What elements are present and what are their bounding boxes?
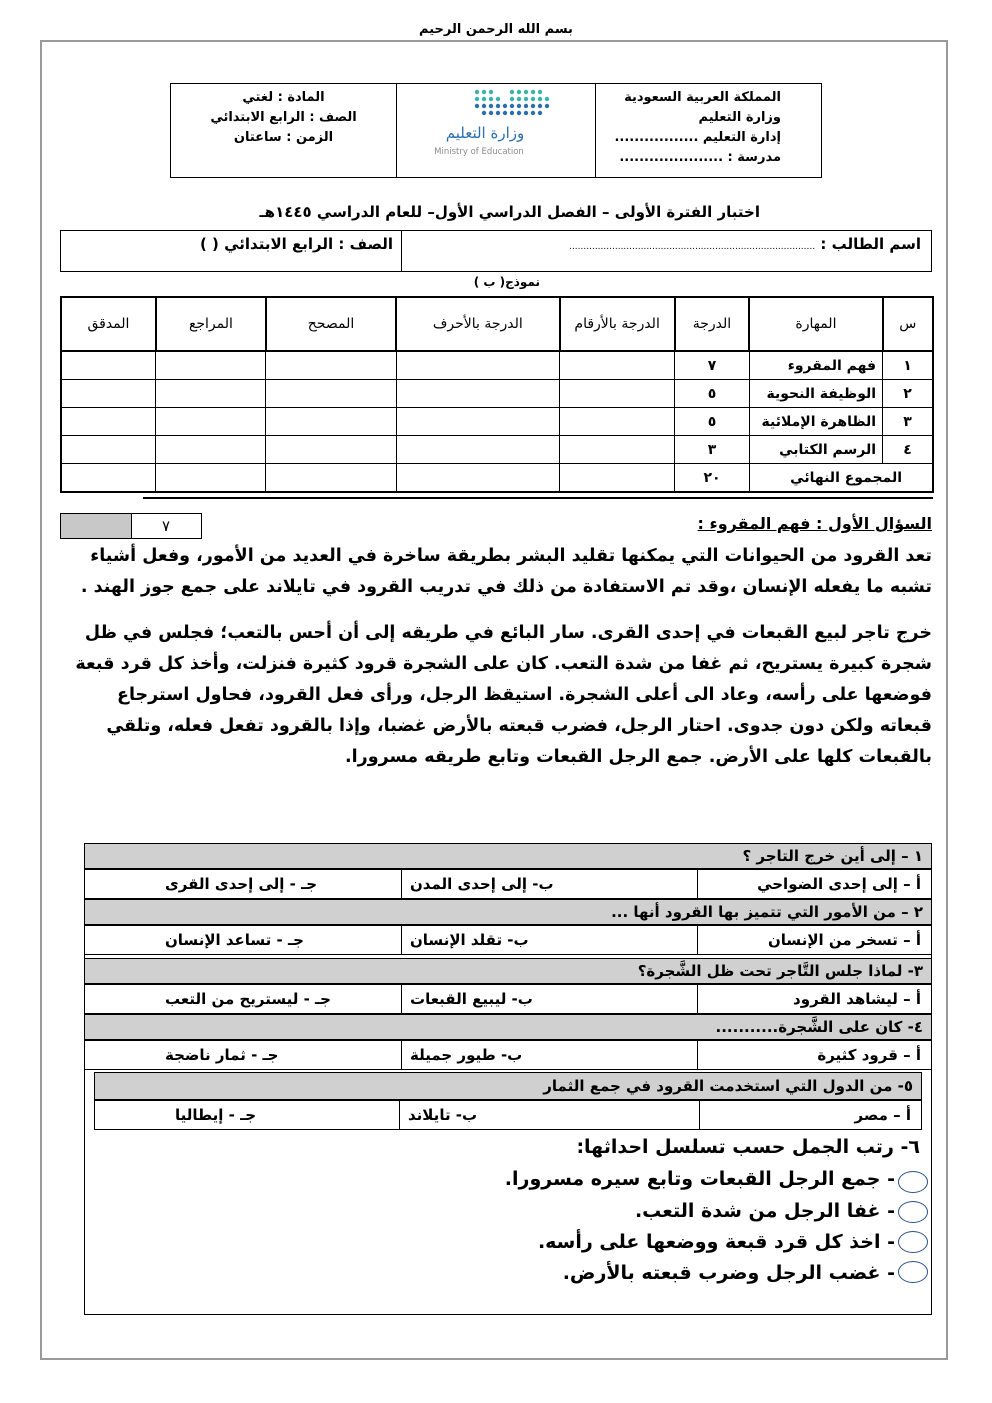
order-oval-input[interactable] bbox=[898, 1261, 928, 1283]
order-oval-input[interactable] bbox=[898, 1231, 928, 1253]
header-ministry: وزارة التعليم bbox=[698, 110, 781, 125]
total-score: ٢٠ bbox=[675, 464, 750, 493]
ministry-logo-icon bbox=[397, 84, 595, 177]
row-skill: الرسم الكتابي bbox=[749, 436, 882, 464]
score-letters-cell[interactable] bbox=[396, 408, 560, 436]
header-school: مدرسة : ..................... bbox=[619, 150, 781, 165]
reading-paragraph-1: تعد القرود من الحيوانات التي يمكنها تقليد البشر بطريقة ساخرة في العديد من الأمور، وفعل أشياء تشبه ما يفعله الإنسان ،وقد تم الاستفادة من ذلك في تدريب القرود في تايلاند على جمع جوز الهند . bbox=[80, 546, 932, 597]
score-letters-cell[interactable] bbox=[396, 436, 560, 464]
header-kingdom: المملكة العربية السعودية bbox=[624, 90, 781, 105]
grade-table bbox=[60, 296, 934, 493]
auditor-cell[interactable] bbox=[61, 351, 156, 380]
option-a[interactable]: أ – تسخر من الإنسان bbox=[697, 926, 931, 954]
reviewer-cell[interactable] bbox=[156, 408, 266, 436]
model-label: نموذج( ب ) bbox=[473, 275, 540, 289]
row-score: ٥ bbox=[675, 408, 750, 436]
row-num: ١ bbox=[883, 351, 933, 380]
table-row bbox=[61, 436, 933, 464]
reviewer-cell[interactable] bbox=[156, 436, 266, 464]
reviewer-cell[interactable] bbox=[156, 380, 266, 408]
col-header-corrector: المصحح bbox=[266, 297, 396, 351]
auditor-cell[interactable] bbox=[61, 408, 156, 436]
corrector-cell[interactable] bbox=[266, 351, 396, 380]
col-header-auditor: المدقق bbox=[61, 297, 156, 351]
question-5: ٥- من الدول التي استخدمت القرود في جمع الثمار bbox=[94, 1072, 922, 1100]
answers-2 bbox=[84, 925, 932, 955]
student-name-cell bbox=[401, 231, 931, 271]
col-header-score: الدرجة bbox=[675, 297, 750, 351]
separator-line bbox=[143, 497, 933, 499]
q1-score-earned[interactable] bbox=[61, 514, 132, 538]
auditor-cell[interactable] bbox=[61, 464, 156, 493]
total-label: المجموع النهائي bbox=[749, 464, 933, 493]
student-class-cell bbox=[61, 231, 403, 271]
corrector-cell[interactable] bbox=[266, 464, 396, 493]
header-left bbox=[171, 84, 397, 177]
option-c[interactable]: جـ - ليستريح من التعب bbox=[165, 990, 331, 1008]
option-b[interactable]: ب- طيور جميلة bbox=[401, 1041, 697, 1069]
col-header-score-digits: الدرجة بالأرقام bbox=[560, 297, 675, 351]
option-a[interactable]: أ – ليشاهد القرود bbox=[697, 985, 931, 1013]
student-class-label: الصف : الرابع الابتدائي ( ) bbox=[199, 235, 393, 253]
option-b[interactable]: ب- إلى إحدى المدن bbox=[401, 870, 697, 898]
reviewer-cell[interactable] bbox=[156, 351, 266, 380]
student-name-field[interactable]: ...................................................................................... bbox=[569, 242, 816, 252]
grade-table-header bbox=[61, 297, 933, 351]
auditor-cell[interactable] bbox=[61, 436, 156, 464]
row-score: ٣ bbox=[675, 436, 750, 464]
table-row bbox=[61, 408, 933, 436]
auditor-cell[interactable] bbox=[61, 380, 156, 408]
reviewer-cell[interactable] bbox=[156, 464, 266, 493]
sequence-item: - غضب الرجل وضرب قبعته بالأرض. bbox=[562, 1262, 895, 1284]
corrector-cell[interactable] bbox=[266, 408, 396, 436]
option-c[interactable]: جـ - إلى إحدى القرى bbox=[165, 875, 318, 893]
row-skill: فهم المقروء bbox=[749, 351, 882, 380]
row-num: ٤ bbox=[883, 436, 933, 464]
q1-score-box bbox=[60, 513, 202, 539]
corrector-cell[interactable] bbox=[266, 380, 396, 408]
basmala: بسم الله الرحمن الرحيم bbox=[419, 22, 573, 37]
row-score: ٥ bbox=[675, 380, 750, 408]
score-digits-cell[interactable] bbox=[560, 408, 675, 436]
total-row bbox=[61, 464, 933, 493]
logo-text-en: Ministry of Education bbox=[434, 147, 524, 157]
row-skill: الظاهرة الإملائية bbox=[749, 408, 882, 436]
score-digits-cell[interactable] bbox=[560, 380, 675, 408]
header-grade: الصف : الرابع الابتدائي bbox=[210, 110, 357, 125]
option-a[interactable]: أ – إلى إحدى الضواحي bbox=[697, 870, 931, 898]
question-4: ٤- كان على الشَّجرة........... bbox=[84, 1014, 932, 1040]
sequence-item: - غفا الرجل من شدة التعب. bbox=[634, 1200, 895, 1222]
option-a[interactable]: أ – مصر bbox=[699, 1101, 921, 1129]
q1-score-max: ٧ bbox=[161, 517, 171, 535]
option-b[interactable]: ب- تقلد الإنسان bbox=[401, 926, 697, 954]
answers-5 bbox=[94, 1100, 922, 1130]
option-b[interactable]: ب- تايلاند bbox=[399, 1101, 699, 1129]
score-digits-cell[interactable] bbox=[560, 436, 675, 464]
score-letters-cell[interactable] bbox=[396, 464, 560, 493]
answers-4 bbox=[84, 1040, 932, 1070]
row-num: ٢ bbox=[883, 380, 933, 408]
row-score: ٧ bbox=[675, 351, 750, 380]
header-box bbox=[170, 83, 822, 178]
answers-3 bbox=[84, 984, 932, 1014]
option-a[interactable]: أ – قرود كثيرة bbox=[697, 1041, 931, 1069]
option-c[interactable]: جـ - ثمار ناضجة bbox=[165, 1046, 279, 1064]
question-2: ٢ – من الأمور التي تتميز بها القرود أنها ... bbox=[84, 899, 932, 925]
question-1: ١ – إلى أين خرج التاجر ؟ bbox=[84, 843, 932, 869]
score-letters-cell[interactable] bbox=[396, 351, 560, 380]
q6-title: ٦- رتب الجمل حسب تسلسل احداثها: bbox=[576, 1136, 920, 1158]
header-duration: الزمن : ساعتان bbox=[233, 130, 334, 145]
q1-title: السؤال الأول : فهم المقروء : bbox=[697, 514, 932, 533]
answers-1 bbox=[84, 869, 932, 899]
row-num: ٣ bbox=[883, 408, 933, 436]
header-subject: المادة : لغتي bbox=[242, 90, 325, 105]
sequence-item: - اخذ كل قرد قبعة ووضعها على رأسه. bbox=[537, 1231, 895, 1253]
header-directorate: إدارة التعليم ................. bbox=[614, 130, 781, 145]
student-info-box bbox=[60, 230, 932, 272]
option-c[interactable]: جـ - تساعد الإنسان bbox=[165, 931, 304, 949]
corrector-cell[interactable] bbox=[266, 436, 396, 464]
score-digits-cell[interactable] bbox=[560, 464, 675, 493]
logo-text-ar: وزارة التعليم bbox=[445, 124, 525, 142]
score-digits-cell[interactable] bbox=[560, 351, 675, 380]
row-skill: الوظيفة النحوية bbox=[749, 380, 882, 408]
col-header-num: س bbox=[883, 297, 933, 351]
table-row bbox=[61, 351, 933, 380]
score-letters-cell[interactable] bbox=[396, 380, 560, 408]
student-name-label: اسم الطالب : bbox=[820, 235, 921, 253]
option-c[interactable]: جـ - إيطاليا bbox=[175, 1106, 257, 1124]
option-b[interactable]: ب- ليبيع القبعات bbox=[401, 985, 697, 1013]
header-right bbox=[595, 84, 821, 177]
order-oval-input[interactable] bbox=[898, 1171, 928, 1193]
col-header-reviewer: المراجع bbox=[156, 297, 266, 351]
exam-title: اختبار الفترة الأولى – الفصل الدراسي الأول– للعام الدراسي ١٤٤٥هـ bbox=[259, 203, 760, 221]
col-header-skill: المهارة bbox=[749, 297, 882, 351]
question-3: ٣- لماذا جلس التَّاجر تحت ظل الشَّجرة؟ bbox=[84, 958, 932, 984]
ministry-logo bbox=[397, 84, 595, 177]
col-header-score-letters: الدرجة بالأحرف bbox=[396, 297, 560, 351]
order-oval-input[interactable] bbox=[898, 1201, 928, 1223]
reading-paragraph-2: خرج تاجر لبيع القبعات في إحدى القرى. سار البائع في طريقه إلى أن أحس بالتعب؛ فجلس في ظل شجرة كبيرة يستريح، ثم غفا من شدة التعب. كان على الشجرة قرود كثيرة فنزلت، وأخذ كل قرد قبعة فوضعها على رأسه، وعاد الى أعلى الشجرة. استيقظ الرجل، ورأى فعل القرود، فحاول استرجاع قبعاته ولكن دون جدوى. احتار الرجل، فضرب قبعته بالأرض غضبا، وإذا بالقرود تفعل فعله، وتلقي بالقبعات كلها على الأرض. جمع الرجل القبعات وتابع طريقه مسرورا. bbox=[75, 623, 932, 767]
table-row bbox=[61, 380, 933, 408]
sequence-item: - جمع الرجل القبعات وتابع سيره مسرورا. bbox=[504, 1168, 895, 1190]
